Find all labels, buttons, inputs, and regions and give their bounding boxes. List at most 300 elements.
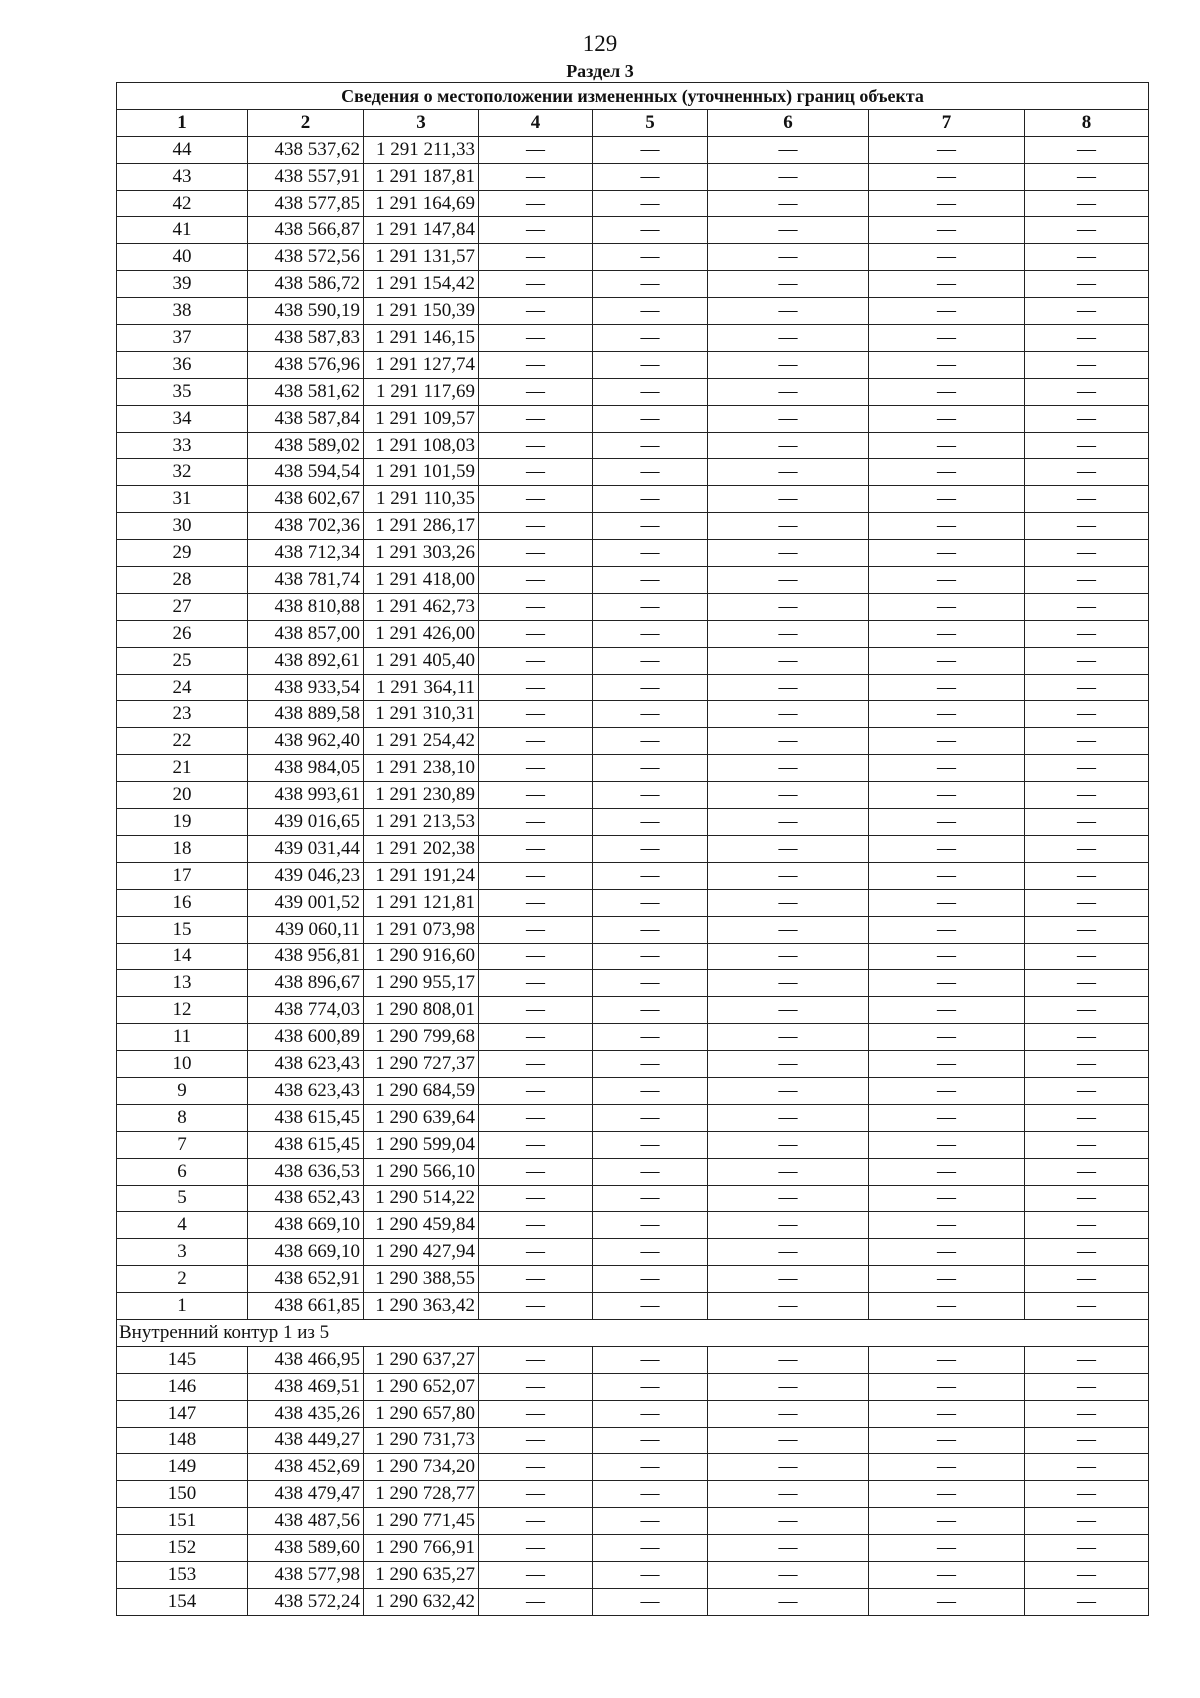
empty-value-cell: —	[593, 1346, 708, 1373]
point-number-cell: 12	[117, 997, 248, 1024]
x-coordinate-cell: 438 572,56	[248, 244, 364, 271]
point-number-cell: 36	[117, 351, 248, 378]
empty-value-cell: —	[1025, 136, 1149, 163]
empty-value-cell: —	[869, 1481, 1025, 1508]
y-coordinate-cell: 1 291 303,26	[364, 540, 479, 567]
empty-value-cell: —	[479, 862, 593, 889]
empty-value-cell: —	[479, 163, 593, 190]
empty-value-cell: —	[708, 916, 869, 943]
empty-value-cell: —	[869, 1293, 1025, 1320]
empty-value-cell: —	[869, 567, 1025, 594]
contour-label: Внутренний контур 1 из 5	[117, 1319, 1149, 1346]
empty-value-cell: —	[869, 728, 1025, 755]
x-coordinate-cell: 438 956,81	[248, 943, 364, 970]
x-coordinate-cell: 438 581,62	[248, 378, 364, 405]
x-coordinate-cell: 438 857,00	[248, 620, 364, 647]
empty-value-cell: —	[869, 1373, 1025, 1400]
table-row	[117, 1427, 1149, 1454]
empty-value-cell: —	[708, 1104, 869, 1131]
point-number-cell: 1	[117, 1293, 248, 1320]
empty-value-cell: —	[479, 916, 593, 943]
point-number-cell: 146	[117, 1373, 248, 1400]
empty-value-cell: —	[1025, 1427, 1149, 1454]
empty-value-cell: —	[708, 1346, 869, 1373]
empty-value-cell: —	[869, 593, 1025, 620]
empty-value-cell: —	[708, 432, 869, 459]
point-number-cell: 32	[117, 459, 248, 486]
table-row	[117, 244, 1149, 271]
empty-value-cell: —	[708, 620, 869, 647]
empty-value-cell: —	[593, 1535, 708, 1562]
table-row	[117, 136, 1149, 163]
empty-value-cell: —	[1025, 970, 1149, 997]
empty-value-cell: —	[479, 486, 593, 513]
point-number-cell: 28	[117, 567, 248, 594]
y-coordinate-cell: 1 290 635,27	[364, 1561, 479, 1588]
empty-value-cell: —	[593, 620, 708, 647]
x-coordinate-cell: 438 892,61	[248, 647, 364, 674]
empty-value-cell: —	[708, 405, 869, 432]
table-row	[117, 997, 1149, 1024]
x-coordinate-cell: 438 669,10	[248, 1212, 364, 1239]
empty-value-cell: —	[479, 835, 593, 862]
empty-value-cell: —	[708, 943, 869, 970]
empty-value-cell: —	[869, 351, 1025, 378]
x-coordinate-cell: 438 896,67	[248, 970, 364, 997]
empty-value-cell: —	[869, 325, 1025, 352]
table-row	[117, 1454, 1149, 1481]
point-number-cell: 2	[117, 1266, 248, 1293]
table-row	[117, 809, 1149, 836]
empty-value-cell: —	[869, 997, 1025, 1024]
point-number-cell: 24	[117, 674, 248, 701]
x-coordinate-cell: 438 466,95	[248, 1346, 364, 1373]
point-number-cell: 16	[117, 889, 248, 916]
empty-value-cell: —	[708, 1185, 869, 1212]
empty-value-cell: —	[479, 755, 593, 782]
x-coordinate-cell: 438 487,56	[248, 1508, 364, 1535]
empty-value-cell: —	[479, 593, 593, 620]
y-coordinate-cell: 1 291 462,73	[364, 593, 479, 620]
empty-value-cell: —	[593, 567, 708, 594]
table-row	[117, 1104, 1149, 1131]
empty-value-cell: —	[708, 1051, 869, 1078]
empty-value-cell: —	[1025, 513, 1149, 540]
empty-value-cell: —	[869, 1266, 1025, 1293]
point-number-cell: 34	[117, 405, 248, 432]
empty-value-cell: —	[1025, 1535, 1149, 1562]
y-coordinate-cell: 1 290 808,01	[364, 997, 479, 1024]
empty-value-cell: —	[593, 1051, 708, 1078]
table-row	[117, 1400, 1149, 1427]
x-coordinate-cell: 439 016,65	[248, 809, 364, 836]
empty-value-cell: —	[1025, 1373, 1149, 1400]
empty-value-cell: —	[708, 540, 869, 567]
empty-value-cell: —	[708, 1427, 869, 1454]
y-coordinate-cell: 1 290 566,10	[364, 1158, 479, 1185]
y-coordinate-cell: 1 290 916,60	[364, 943, 479, 970]
x-coordinate-cell: 438 589,60	[248, 1535, 364, 1562]
empty-value-cell: —	[593, 593, 708, 620]
table-row	[117, 1561, 1149, 1588]
table-row	[117, 1481, 1149, 1508]
empty-value-cell: —	[869, 378, 1025, 405]
point-number-cell: 4	[117, 1212, 248, 1239]
point-number-cell: 153	[117, 1561, 248, 1588]
empty-value-cell: —	[869, 271, 1025, 298]
table-row	[117, 405, 1149, 432]
table-row	[117, 1346, 1149, 1373]
point-number-cell: 5	[117, 1185, 248, 1212]
empty-value-cell: —	[708, 325, 869, 352]
empty-value-cell: —	[593, 190, 708, 217]
empty-value-cell: —	[1025, 674, 1149, 701]
y-coordinate-cell: 1 291 117,69	[364, 378, 479, 405]
empty-value-cell: —	[593, 432, 708, 459]
point-number-cell: 11	[117, 1024, 248, 1051]
empty-value-cell: —	[593, 1454, 708, 1481]
empty-value-cell: —	[708, 1131, 869, 1158]
table-row	[117, 1239, 1149, 1266]
y-coordinate-cell: 1 291 131,57	[364, 244, 479, 271]
empty-value-cell: —	[1025, 190, 1149, 217]
y-coordinate-cell: 1 291 230,89	[364, 782, 479, 809]
empty-value-cell: —	[708, 351, 869, 378]
empty-value-cell: —	[593, 728, 708, 755]
empty-value-cell: —	[708, 163, 869, 190]
x-coordinate-cell: 438 984,05	[248, 755, 364, 782]
y-coordinate-cell: 1 291 238,10	[364, 755, 479, 782]
empty-value-cell: —	[708, 1293, 869, 1320]
x-coordinate-cell: 439 001,52	[248, 889, 364, 916]
table-row	[117, 620, 1149, 647]
empty-value-cell: —	[869, 862, 1025, 889]
empty-value-cell: —	[1025, 1481, 1149, 1508]
point-number-cell: 149	[117, 1454, 248, 1481]
empty-value-cell: —	[1025, 647, 1149, 674]
y-coordinate-cell: 1 291 154,42	[364, 271, 479, 298]
column-header: 1	[117, 109, 248, 136]
table-row	[117, 217, 1149, 244]
y-coordinate-cell: 1 291 101,59	[364, 459, 479, 486]
empty-value-cell: —	[479, 1346, 593, 1373]
empty-value-cell: —	[1025, 916, 1149, 943]
empty-value-cell: —	[869, 1077, 1025, 1104]
y-coordinate-cell: 1 290 657,80	[364, 1400, 479, 1427]
point-number-cell: 25	[117, 647, 248, 674]
empty-value-cell: —	[869, 620, 1025, 647]
column-header: 2	[248, 109, 364, 136]
empty-value-cell: —	[708, 593, 869, 620]
table-row	[117, 1588, 1149, 1615]
empty-value-cell: —	[1025, 1454, 1149, 1481]
empty-value-cell: —	[708, 755, 869, 782]
empty-value-cell: —	[708, 647, 869, 674]
x-coordinate-cell: 438 587,83	[248, 325, 364, 352]
empty-value-cell: —	[708, 1158, 869, 1185]
empty-value-cell: —	[708, 701, 869, 728]
empty-value-cell: —	[1025, 943, 1149, 970]
empty-value-cell: —	[869, 513, 1025, 540]
empty-value-cell: —	[869, 217, 1025, 244]
empty-value-cell: —	[708, 567, 869, 594]
empty-value-cell: —	[1025, 593, 1149, 620]
empty-value-cell: —	[1025, 1077, 1149, 1104]
point-number-cell: 20	[117, 782, 248, 809]
empty-value-cell: —	[708, 1481, 869, 1508]
empty-value-cell: —	[593, 701, 708, 728]
empty-value-cell: —	[593, 486, 708, 513]
empty-value-cell: —	[479, 351, 593, 378]
point-number-cell: 154	[117, 1588, 248, 1615]
empty-value-cell: —	[479, 1185, 593, 1212]
y-coordinate-cell: 1 291 127,74	[364, 351, 479, 378]
empty-value-cell: —	[869, 298, 1025, 325]
x-coordinate-cell: 439 031,44	[248, 835, 364, 862]
empty-value-cell: —	[869, 889, 1025, 916]
table-row	[117, 513, 1149, 540]
point-number-cell: 14	[117, 943, 248, 970]
empty-value-cell: —	[479, 1588, 593, 1615]
table-row	[117, 1293, 1149, 1320]
x-coordinate-cell: 438 449,27	[248, 1427, 364, 1454]
empty-value-cell: —	[869, 1131, 1025, 1158]
empty-value-cell: —	[593, 997, 708, 1024]
point-number-cell: 7	[117, 1131, 248, 1158]
x-coordinate-cell: 438 587,84	[248, 405, 364, 432]
empty-value-cell: —	[1025, 351, 1149, 378]
x-coordinate-cell: 438 600,89	[248, 1024, 364, 1051]
x-coordinate-cell: 438 590,19	[248, 298, 364, 325]
empty-value-cell: —	[479, 943, 593, 970]
empty-value-cell: —	[708, 728, 869, 755]
empty-value-cell: —	[479, 271, 593, 298]
empty-value-cell: —	[479, 136, 593, 163]
empty-value-cell: —	[708, 513, 869, 540]
point-number-cell: 40	[117, 244, 248, 271]
empty-value-cell: —	[708, 997, 869, 1024]
empty-value-cell: —	[593, 1266, 708, 1293]
column-header: 6	[708, 109, 869, 136]
point-number-cell: 29	[117, 540, 248, 567]
y-coordinate-cell: 1 290 727,37	[364, 1051, 479, 1078]
x-coordinate-cell: 438 781,74	[248, 567, 364, 594]
x-coordinate-cell: 438 602,67	[248, 486, 364, 513]
point-number-cell: 152	[117, 1535, 248, 1562]
empty-value-cell: —	[479, 701, 593, 728]
empty-value-cell: —	[1025, 1508, 1149, 1535]
empty-value-cell: —	[479, 1051, 593, 1078]
empty-value-cell: —	[708, 1077, 869, 1104]
empty-value-cell: —	[708, 1454, 869, 1481]
y-coordinate-cell: 1 290 637,27	[364, 1346, 479, 1373]
empty-value-cell: —	[479, 1077, 593, 1104]
point-number-cell: 27	[117, 593, 248, 620]
empty-value-cell: —	[1025, 217, 1149, 244]
empty-value-cell: —	[593, 1212, 708, 1239]
empty-value-cell: —	[593, 1131, 708, 1158]
empty-value-cell: —	[708, 889, 869, 916]
empty-value-cell: —	[708, 298, 869, 325]
table-row	[117, 1508, 1149, 1535]
point-number-cell: 30	[117, 513, 248, 540]
point-number-cell: 22	[117, 728, 248, 755]
empty-value-cell: —	[593, 217, 708, 244]
empty-value-cell: —	[869, 835, 1025, 862]
empty-value-cell: —	[1025, 1212, 1149, 1239]
empty-value-cell: —	[593, 351, 708, 378]
y-coordinate-cell: 1 291 426,00	[364, 620, 479, 647]
empty-value-cell: —	[593, 1158, 708, 1185]
y-coordinate-cell: 1 291 073,98	[364, 916, 479, 943]
empty-value-cell: —	[479, 513, 593, 540]
y-coordinate-cell: 1 291 364,11	[364, 674, 479, 701]
empty-value-cell: —	[869, 1561, 1025, 1588]
empty-value-cell: —	[593, 943, 708, 970]
y-coordinate-cell: 1 290 639,64	[364, 1104, 479, 1131]
empty-value-cell: —	[1025, 432, 1149, 459]
point-number-cell: 147	[117, 1400, 248, 1427]
point-number-cell: 39	[117, 271, 248, 298]
empty-value-cell: —	[1025, 325, 1149, 352]
empty-value-cell: —	[593, 970, 708, 997]
empty-value-cell: —	[869, 1104, 1025, 1131]
empty-value-cell: —	[479, 620, 593, 647]
empty-value-cell: —	[1025, 298, 1149, 325]
empty-value-cell: —	[869, 1454, 1025, 1481]
empty-value-cell: —	[869, 1158, 1025, 1185]
column-header: 3	[364, 109, 479, 136]
point-number-cell: 8	[117, 1104, 248, 1131]
y-coordinate-cell: 1 290 731,73	[364, 1427, 479, 1454]
empty-value-cell: —	[708, 970, 869, 997]
empty-value-cell: —	[479, 809, 593, 836]
empty-value-cell: —	[593, 916, 708, 943]
x-coordinate-cell: 438 661,85	[248, 1293, 364, 1320]
column-header: 5	[593, 109, 708, 136]
table-row	[117, 432, 1149, 459]
empty-value-cell: —	[708, 1212, 869, 1239]
empty-value-cell: —	[479, 889, 593, 916]
empty-value-cell: —	[479, 432, 593, 459]
empty-value-cell: —	[1025, 378, 1149, 405]
empty-value-cell: —	[479, 1535, 593, 1562]
empty-value-cell: —	[708, 190, 869, 217]
point-number-cell: 31	[117, 486, 248, 513]
table-row	[117, 1535, 1149, 1562]
empty-value-cell: —	[479, 1561, 593, 1588]
column-header: 4	[479, 109, 593, 136]
empty-value-cell: —	[869, 970, 1025, 997]
empty-value-cell: —	[869, 136, 1025, 163]
empty-value-cell: —	[1025, 1185, 1149, 1212]
empty-value-cell: —	[479, 244, 593, 271]
empty-value-cell: —	[708, 835, 869, 862]
point-number-cell: 145	[117, 1346, 248, 1373]
y-coordinate-cell: 1 291 146,15	[364, 325, 479, 352]
y-coordinate-cell: 1 291 213,53	[364, 809, 479, 836]
empty-value-cell: —	[479, 190, 593, 217]
table-row	[117, 593, 1149, 620]
page-number: 129	[582, 31, 618, 56]
y-coordinate-cell: 1 291 121,81	[364, 889, 479, 916]
x-coordinate-cell: 438 452,69	[248, 1454, 364, 1481]
y-coordinate-cell: 1 290 388,55	[364, 1266, 479, 1293]
empty-value-cell: —	[593, 1427, 708, 1454]
empty-value-cell: —	[1025, 701, 1149, 728]
x-coordinate-cell: 438 712,34	[248, 540, 364, 567]
empty-value-cell: —	[593, 889, 708, 916]
empty-value-cell: —	[869, 459, 1025, 486]
point-number-cell: 37	[117, 325, 248, 352]
table-row	[117, 163, 1149, 190]
empty-value-cell: —	[708, 378, 869, 405]
empty-value-cell: —	[593, 809, 708, 836]
y-coordinate-cell: 1 291 150,39	[364, 298, 479, 325]
y-coordinate-cell: 1 290 599,04	[364, 1131, 479, 1158]
table-row	[117, 1212, 1149, 1239]
empty-value-cell: —	[1025, 271, 1149, 298]
y-coordinate-cell: 1 290 652,07	[364, 1373, 479, 1400]
x-coordinate-cell: 438 669,10	[248, 1239, 364, 1266]
point-number-cell: 38	[117, 298, 248, 325]
table-row	[117, 835, 1149, 862]
y-coordinate-cell: 1 291 405,40	[364, 647, 479, 674]
empty-value-cell: —	[593, 163, 708, 190]
y-coordinate-cell: 1 290 427,94	[364, 1239, 479, 1266]
table-row	[117, 1051, 1149, 1078]
y-coordinate-cell: 1 290 771,45	[364, 1508, 479, 1535]
empty-value-cell: —	[479, 325, 593, 352]
x-coordinate-cell: 438 993,61	[248, 782, 364, 809]
empty-value-cell: —	[869, 486, 1025, 513]
table-row	[117, 459, 1149, 486]
empty-value-cell: —	[1025, 889, 1149, 916]
empty-value-cell: —	[1025, 540, 1149, 567]
point-number-cell: 151	[117, 1508, 248, 1535]
empty-value-cell: —	[479, 459, 593, 486]
x-coordinate-cell: 438 572,24	[248, 1588, 364, 1615]
x-coordinate-cell: 438 577,98	[248, 1561, 364, 1588]
empty-value-cell: —	[479, 540, 593, 567]
point-number-cell: 26	[117, 620, 248, 647]
empty-value-cell: —	[593, 1508, 708, 1535]
empty-value-cell: —	[1025, 862, 1149, 889]
empty-value-cell: —	[708, 1239, 869, 1266]
empty-value-cell: —	[869, 755, 1025, 782]
table-row	[117, 647, 1149, 674]
x-coordinate-cell: 438 702,36	[248, 513, 364, 540]
empty-value-cell: —	[479, 728, 593, 755]
empty-value-cell: —	[869, 1024, 1025, 1051]
table-row	[117, 728, 1149, 755]
empty-value-cell: —	[1025, 1346, 1149, 1373]
x-coordinate-cell: 438 594,54	[248, 459, 364, 486]
empty-value-cell: —	[1025, 997, 1149, 1024]
empty-value-cell: —	[1025, 1158, 1149, 1185]
table-row	[117, 540, 1149, 567]
point-number-cell: 3	[117, 1239, 248, 1266]
y-coordinate-cell: 1 291 147,84	[364, 217, 479, 244]
empty-value-cell: —	[593, 674, 708, 701]
empty-value-cell: —	[1025, 728, 1149, 755]
empty-value-cell: —	[593, 540, 708, 567]
empty-value-cell: —	[869, 809, 1025, 836]
y-coordinate-cell: 1 290 955,17	[364, 970, 479, 997]
point-number-cell: 6	[117, 1158, 248, 1185]
table-row	[117, 782, 1149, 809]
empty-value-cell: —	[1025, 486, 1149, 513]
